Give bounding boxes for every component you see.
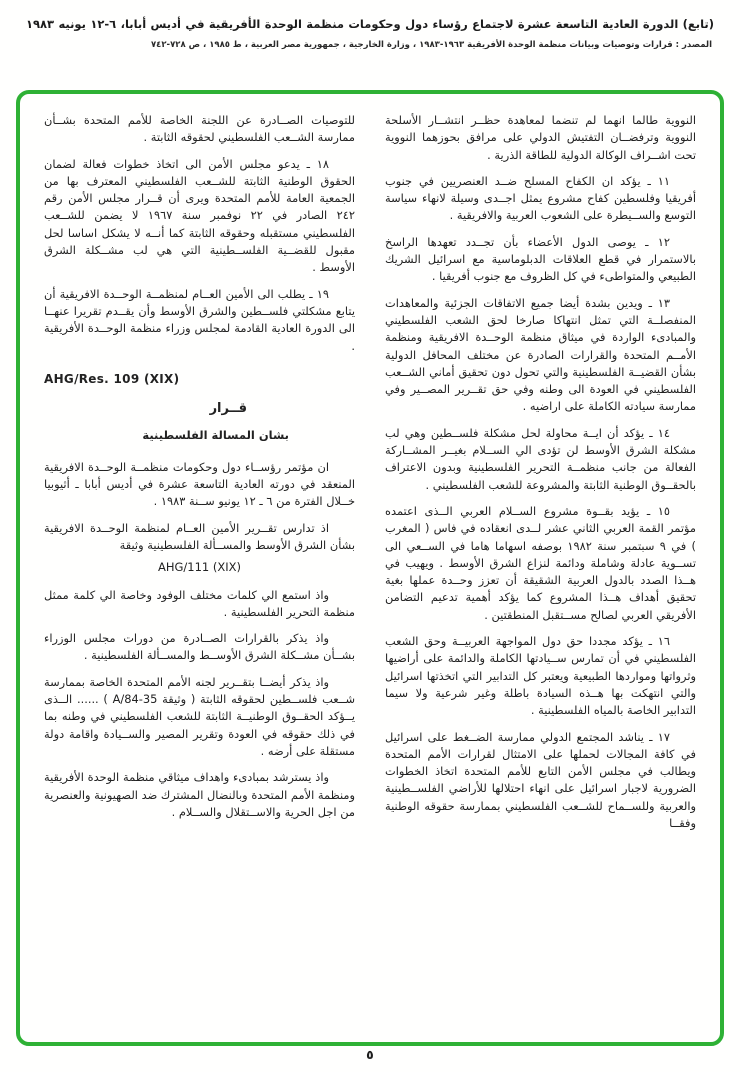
paragraph-11: ١١ ـ يؤكد ان الكفاح المسلح ضــد العنصريين في جنوب أفريقيا وفلسطين كفاح مشروع يمثل اجــدى وسيلة لانهاء سياسة التوسع والســيطرة على الشعوب العربية والافريقية . xyxy=(385,173,696,223)
paragraph: النووية طالما انهما لم تنضما لمعاهدة حظــر انتشــار الأسلحة النووية وترفضــان التفتيش الدولي على مرافق بحوزهما النووية تحت اشــراف الوكالة الدولية للطاقة الذرية . xyxy=(385,113,696,162)
paragraph-13: ١٣ ـ ويدين بشدة أيضا جميع الاتفاقات الجزئية والمعاهدات المنفصلــة التي تمثل انتهاكا صارخا لحق الشعب الفلسطيني والمبادىء الواردة في ميثاق منظمة الوحــدة الافريقية ومنظمة الأمــم المتحدة والقرارات الصادرة عن مختلف المحافل الدولية بشأن القضيــة الفلسطينية والتي تحول دون تحقيق أماني الشــعب الفلسطيني في العودة الى وطنه وفي حق تقــرير المصــير وفي ممارسة سيادته الكاملة على اراضيه . xyxy=(385,295,696,414)
header-title: (تابع) الدورة العادية التاسعة عشرة لاجتماع رؤساء دول وحكومات منظمة الوحدة الأفريقية في أديس أبابا، ٦-١٢ يونيه ١٩٨٣ xyxy=(26,17,714,31)
document-reference-ahg111: AHG/111 (XIX) xyxy=(157,560,242,575)
right-column xyxy=(385,112,696,1028)
page-header xyxy=(0,0,740,50)
paragraph-preamble-2: اذ تدارس تقــرير الأمين العــام لمنظمة الوحــدة الافريقية بشأن الشرق الأوسط والمســألة الفلسطينية وثيقة xyxy=(44,520,355,552)
paragraph-14: ١٤ ـ يؤكد أن ايــة محاولة لحل مشكلة فلســطين وهي لب مشكلة الشرق الأوسط لن تؤدى الي الســلام بغيــر المشــاركة الفعالة من جانب منظمــة التحرير الفلسطينية وبدون الاعتراف بالحقــوق الوطنية الثابتة والمشروعة للشعب الفلسطيني . xyxy=(385,425,696,492)
resolution-subtitle: بشان المسالة الفلسطينية xyxy=(142,428,289,443)
paragraph-12: ١٢ ـ يوصى الدول الأعضاء بأن تجــدد تعهدها الراسخ بالاستمرار في قطع العلاقات الدبلوماسية مع اسرائيل الشريك الطبيعي والمتواطىء في كل الظروف مع جنوب أفريقيا . xyxy=(385,234,696,284)
resolution-reference: AHG/Res. 109 (XIX) xyxy=(44,371,180,386)
left-column xyxy=(44,112,355,1028)
paragraph-19: ١٩ ـ يطلب الى الأمين العــام لمنظمــة الوحــدة الافريقية أن يتابع مشكلتي فلســطين والشرق الأوسط وأن يقــدم تقريرا عنهــا الى الدورة العادية القادمة لمجلس وزراء منظمة الوحــدة الأفريقية . xyxy=(44,286,355,353)
paragraph-17: ١٧ ـ يناشد المجتمع الدولي ممارسة الضــغط على اسرائيل في كافة المجالات لحملها على الامتثال لقرارات الأمم المتحدة ويطالب في مجلس الأمن التابع للأمم المتحدة اتخاذ الخطوات الضرورية لاجبار اسرائيل على انهاء احتلالها للأراضي الفلســطينية والعربية وللســماح للشــعب الفلسطيني بممارسة حقوقه الوطنية وفقــا xyxy=(385,729,696,830)
green-border-content-box xyxy=(16,90,724,1046)
paragraph-18: ١٨ ـ يدعو مجلس الأمن الى اتخاذ خطوات فعالة لضمان الحقوق الوطنية الثابتة للشــعب الفلسطيني المعترف بها من الجمعية العامة للأمم المتحدة ويرى أن قــرار مجلس الأمن رقم ٢٤٢ الصادر في ٢٢ نوفمبر سنة ١٩٦٧ لا يضمن للشــعب الفلسطيني مستقبله وحقوقه الثابتة كما أنــه لا يشكل اساسا لحل مقبول للقضــية الفلســطينية التي هي لب مشــكلة الشرق الأوسط . xyxy=(44,156,355,275)
paragraph-preamble-1: ان مؤتمر رؤســاء دول وحكومات منظمــة الوحــدة الافريقية المنعقد في دورته العادية التاسعة عشرة في أديس أبابا ـ أثيوبيا خــلال الفترة من ٦ ـ ١٢ يونيو ســنة ١٩٨٣ . xyxy=(44,459,355,509)
paragraph-15: ١٥ ـ يؤيد بقــوة مشروع الســلام العربي الــذى اعتمده مؤتمر القمة العربي الثاني عشر لــدى انعقاده في فاس ( المغرب ) في ٩ سبتمبر سنة ١٩٨٢ بوصفه اسهاما هاما في الســعي الى تســوية عادلة وشاملة ودائمة لنزاع الشرق الأوسط . ويهيب في هــذا الصدد بالدول العربية الشقيقة أن تعزز وحــدة عملها بغية تحقيق أهداف هــذا المشروع كما يؤكد أهمية تدعيم التضامن الأفريقي العربي لصالح مســتقبل المنطقتين . xyxy=(385,503,696,622)
page-number: ٥ xyxy=(366,1047,374,1062)
paragraph-continuation: للتوصيات الصــادرة عن اللجنة الخاصة للأمم المتحدة بشــأن ممارسة الشــعب الفلسطيني لحقوقه الثابتة . xyxy=(44,113,355,145)
paragraph-preamble-3: واذ استمع الي كلمات مختلف الوفود وخاصة الي كلمة ممثل منظمة التحرير الفلسطينية . xyxy=(44,587,355,619)
paragraph-preamble-6: واذ يسترشد بمبادىء واهداف ميثاقي منظمة الوحدة الأفريقية ومنظمة الأمم المتحدة وبالنضال المشترك ضد الصهيونية والعنصرية من اجل الحرية والاســتقلال والســلام . xyxy=(44,770,355,819)
paragraph-preamble-5: واذ يذكر أيضــا بتقــرير لجنه الأمم المتحدة الخاصة بممارسة شــعب فلســطين لحقوقه الثابتة ( وثيقة A/84-35 ) ...... الــذى يــؤكد الحقــوق الوطنيــة الثابتة للشعب الفلسطيني في وطنه بما في ذلك حقوقه في العودة وتقرير المصير والســيادة واقامة دولة مستقلة على أرضه . xyxy=(44,674,355,758)
paragraph-preamble-4: واذ يذكر بالقرارات الصــادرة من دورات مجلس الوزراء بشــأن مشــكلة الشرق الأوســط والمســألة الفلسطينية . xyxy=(44,631,355,663)
resolution-title: قــرار xyxy=(209,401,247,417)
paragraph-16: ١٦ ـ يؤكد مجددا حق دول المواجهة العربيــة وحق الشعب الفلسطيني في أن تمارس ســيادتها الكاملة والدائمة على أراضيها وثرواتها ومواردها الطبيعية ويعتبر كل التدابير التي اتخذتها اسرائيل والتي انتهكت بها هــذه السيادة باطلة وغير شرعية ولا سيما التدابير الخاصة بالمياه الفلسطينية . xyxy=(385,634,696,718)
two-column-layout xyxy=(44,112,696,1028)
header-source: المصدر : قرارات وتوصيات وبيانات منظمة الوحدة الأفريقية ١٩٦٣-١٩٨٣ ، وزارة الخارجية ، جمهورية مصر العربية ، ط ١٩٨٥ ، ص ٧٢٨-٧٤٢ xyxy=(150,40,712,51)
